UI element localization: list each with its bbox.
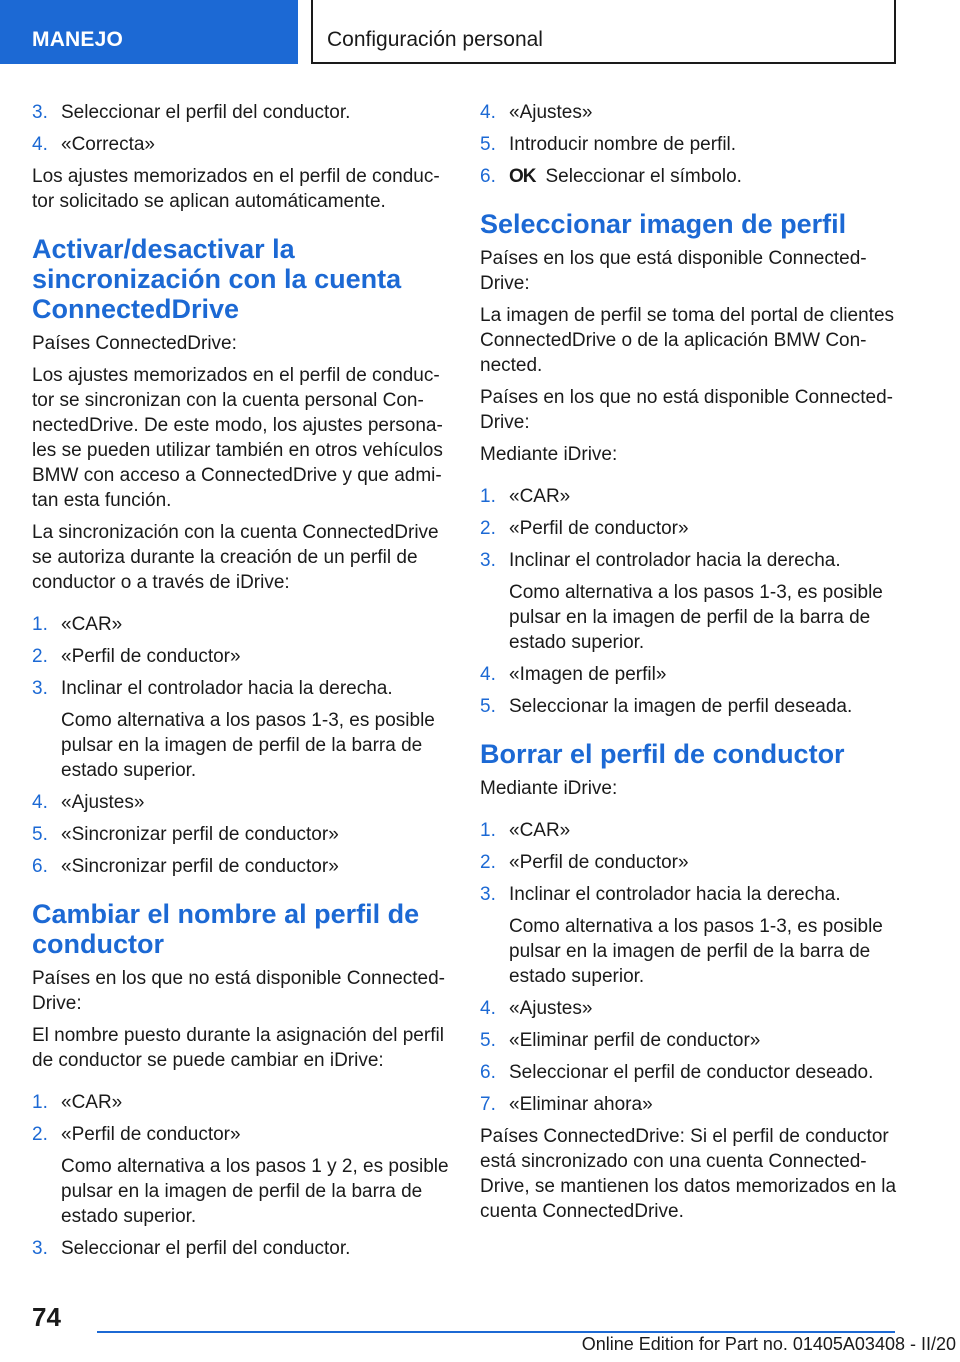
list-number: 5.	[32, 824, 48, 845]
list-text: Seleccionar el perfil del conductor.	[61, 1238, 351, 1259]
paragraph: Países ConnectedDrive: Si el perfil de conductor está sincronizado con una cuenta Connected-Drive, se mantienen los datos memorizados en la cuenta ConnectedDrive.	[480, 1126, 897, 1222]
list-note: Como alternativa a los pasos 1-3, es posible pulsar en la imagen de perfil de la barra de estado superior.	[509, 582, 883, 653]
list-text: «Perfil de conductor»	[61, 646, 241, 667]
list-number: 2.	[480, 518, 496, 539]
list-item	[480, 548, 900, 573]
list-text: Seleccionar el símbolo.	[545, 166, 742, 187]
list-number: 4.	[480, 102, 496, 123]
list-note: Como alternativa a los pasos 1 y 2, es posible pulsar en la imagen de perfil de la barra de estado superior.	[61, 1156, 449, 1227]
list-item	[480, 516, 900, 541]
list-item	[32, 822, 452, 847]
list-item	[480, 818, 900, 843]
header-chapter-box	[311, 0, 896, 64]
paragraph: Los ajustes memorizados en el perfil de conduc-tor solicitado se aplican automáticamente.	[32, 166, 440, 212]
paragraph: Mediante iDrive:	[480, 444, 618, 465]
list-item	[480, 1060, 900, 1085]
list-number: 5.	[480, 1030, 496, 1051]
list-text: «Ajustes»	[61, 792, 145, 813]
list-item	[480, 1092, 900, 1117]
list-text: «Perfil de conductor»	[61, 1124, 241, 1145]
page-number: 74	[32, 1302, 61, 1332]
list-item	[480, 694, 900, 719]
list-text: Inclinar el controlador hacia la derecha.	[61, 678, 393, 699]
list-text: Introducir nombre de perfil.	[509, 134, 737, 155]
paragraph: El nombre puesto durante la asignación del perfil de conductor se puede cambiar en iDrive:	[32, 1025, 444, 1071]
list-text: Seleccionar el perfil del conductor.	[61, 102, 351, 123]
paragraph: Los ajustes memorizados en el perfil de conduc-tor se sincronizan con la cuenta personal Con-nectedDrive. De este modo, los ajustes persona-les se pueden utilizar también en otros vehículos BMW con acceso a ConnectedDrive y que admi-tan esta función.	[32, 365, 443, 511]
section-heading: Seleccionar imagen de perfil	[480, 209, 847, 239]
section-heading: Borrar el perfil de conductor	[480, 739, 845, 769]
list-item	[480, 850, 900, 875]
list-item	[32, 1122, 452, 1147]
header-section-tab	[0, 0, 298, 64]
ok-icon: OK	[509, 166, 536, 187]
list-number: 4.	[480, 664, 496, 685]
header-chapter-label: Configuración personal	[327, 28, 543, 51]
list-text: «CAR»	[61, 1092, 123, 1113]
paragraph: Mediante iDrive:	[480, 778, 618, 799]
list-number: 3.	[480, 884, 496, 905]
right-column	[480, 100, 900, 1231]
list-number: 3.	[32, 678, 48, 699]
list-text: «Eliminar ahora»	[509, 1094, 653, 1115]
list-item	[32, 612, 452, 637]
list-note: Como alternativa a los pasos 1-3, es posible pulsar en la imagen de perfil de la barra de estado superior.	[509, 916, 883, 987]
list-number: 5.	[480, 134, 496, 155]
list-text: «CAR»	[509, 486, 571, 507]
list-text: «CAR»	[61, 614, 123, 635]
list-number: 7.	[480, 1094, 496, 1115]
list-item	[480, 1028, 900, 1053]
list-item	[480, 662, 900, 687]
paragraph: Países en los que no está disponible Connected-Drive:	[480, 387, 893, 433]
section-heading: Cambiar el nombre al perfil de conductor	[32, 899, 420, 959]
list-item	[32, 132, 452, 157]
list-item	[480, 100, 900, 125]
list-text: «Ajustes»	[509, 102, 593, 123]
footer-edition: Online Edition for Part no. 01405A03408 - II/20	[581, 1334, 956, 1354]
list-number: 1.	[480, 486, 496, 507]
list-number: 3.	[32, 102, 48, 123]
list-number: 5.	[480, 696, 496, 717]
list-item	[32, 100, 452, 125]
list-text: «Sincronizar perfil de conductor»	[61, 824, 339, 845]
list-text: «Sincronizar perfil de conductor»	[61, 856, 339, 877]
list-item	[32, 854, 452, 879]
list-number: 4.	[480, 998, 496, 1019]
list-item	[32, 644, 452, 669]
left-column	[32, 100, 452, 1268]
paragraph: Países ConnectedDrive:	[32, 333, 237, 354]
list-number: 2.	[32, 1124, 48, 1145]
list-item	[480, 132, 900, 157]
list-text: Inclinar el controlador hacia la derecha.	[509, 550, 841, 571]
list-number: 3.	[480, 550, 496, 571]
list-number: 2.	[32, 646, 48, 667]
list-item	[32, 1236, 452, 1261]
paragraph: Países en los que está disponible Connected-Drive:	[480, 248, 867, 294]
paragraph: Países en los que no está disponible Connected-Drive:	[32, 968, 445, 1014]
list-text: «Perfil de conductor»	[509, 852, 689, 873]
list-number: 4.	[32, 134, 48, 155]
list-text: Inclinar el controlador hacia la derecha.	[509, 884, 841, 905]
list-item	[480, 882, 900, 907]
list-text: Seleccionar la imagen de perfil deseada.	[509, 696, 853, 717]
paragraph: La imagen de perfil se toma del portal de clientes ConnectedDrive o de la aplicación BMW Con-nected.	[480, 305, 895, 376]
list-text: «Imagen de perfil»	[509, 664, 667, 685]
footer-rule	[97, 1331, 895, 1333]
list-text: «CAR»	[509, 820, 571, 841]
list-text: «Correcta»	[61, 134, 155, 155]
list-text: «Eliminar perfil de conductor»	[509, 1030, 761, 1051]
list-number: 6.	[32, 856, 48, 877]
section-heading: Activar/desactivar la sincronización con la cuenta ConnectedDrive	[32, 234, 402, 324]
list-number: 1.	[32, 1092, 48, 1113]
list-item	[480, 164, 900, 189]
list-number: 3.	[32, 1238, 48, 1259]
list-text: «Perfil de conductor»	[509, 518, 689, 539]
list-text: Seleccionar el perfil de conductor deseado.	[509, 1062, 874, 1083]
list-number: 1.	[32, 614, 48, 635]
list-number: 6.	[480, 166, 496, 187]
list-item	[480, 484, 900, 509]
list-note: Como alternativa a los pasos 1-3, es posible pulsar en la imagen de perfil de la barra de estado superior.	[61, 710, 435, 781]
list-number: 2.	[480, 852, 496, 873]
list-item	[480, 996, 900, 1021]
list-item	[32, 676, 452, 701]
list-number: 6.	[480, 1062, 496, 1083]
list-item	[32, 790, 452, 815]
list-number: 1.	[480, 820, 496, 841]
list-text: «Ajustes»	[509, 998, 593, 1019]
list-number: 4.	[32, 792, 48, 813]
header-section-label: MANEJO	[32, 28, 124, 51]
list-item	[32, 1090, 452, 1115]
paragraph: La sincronización con la cuenta ConnectedDrive se autoriza durante la creación de un perfil de conductor o a través de iDrive:	[32, 522, 439, 593]
